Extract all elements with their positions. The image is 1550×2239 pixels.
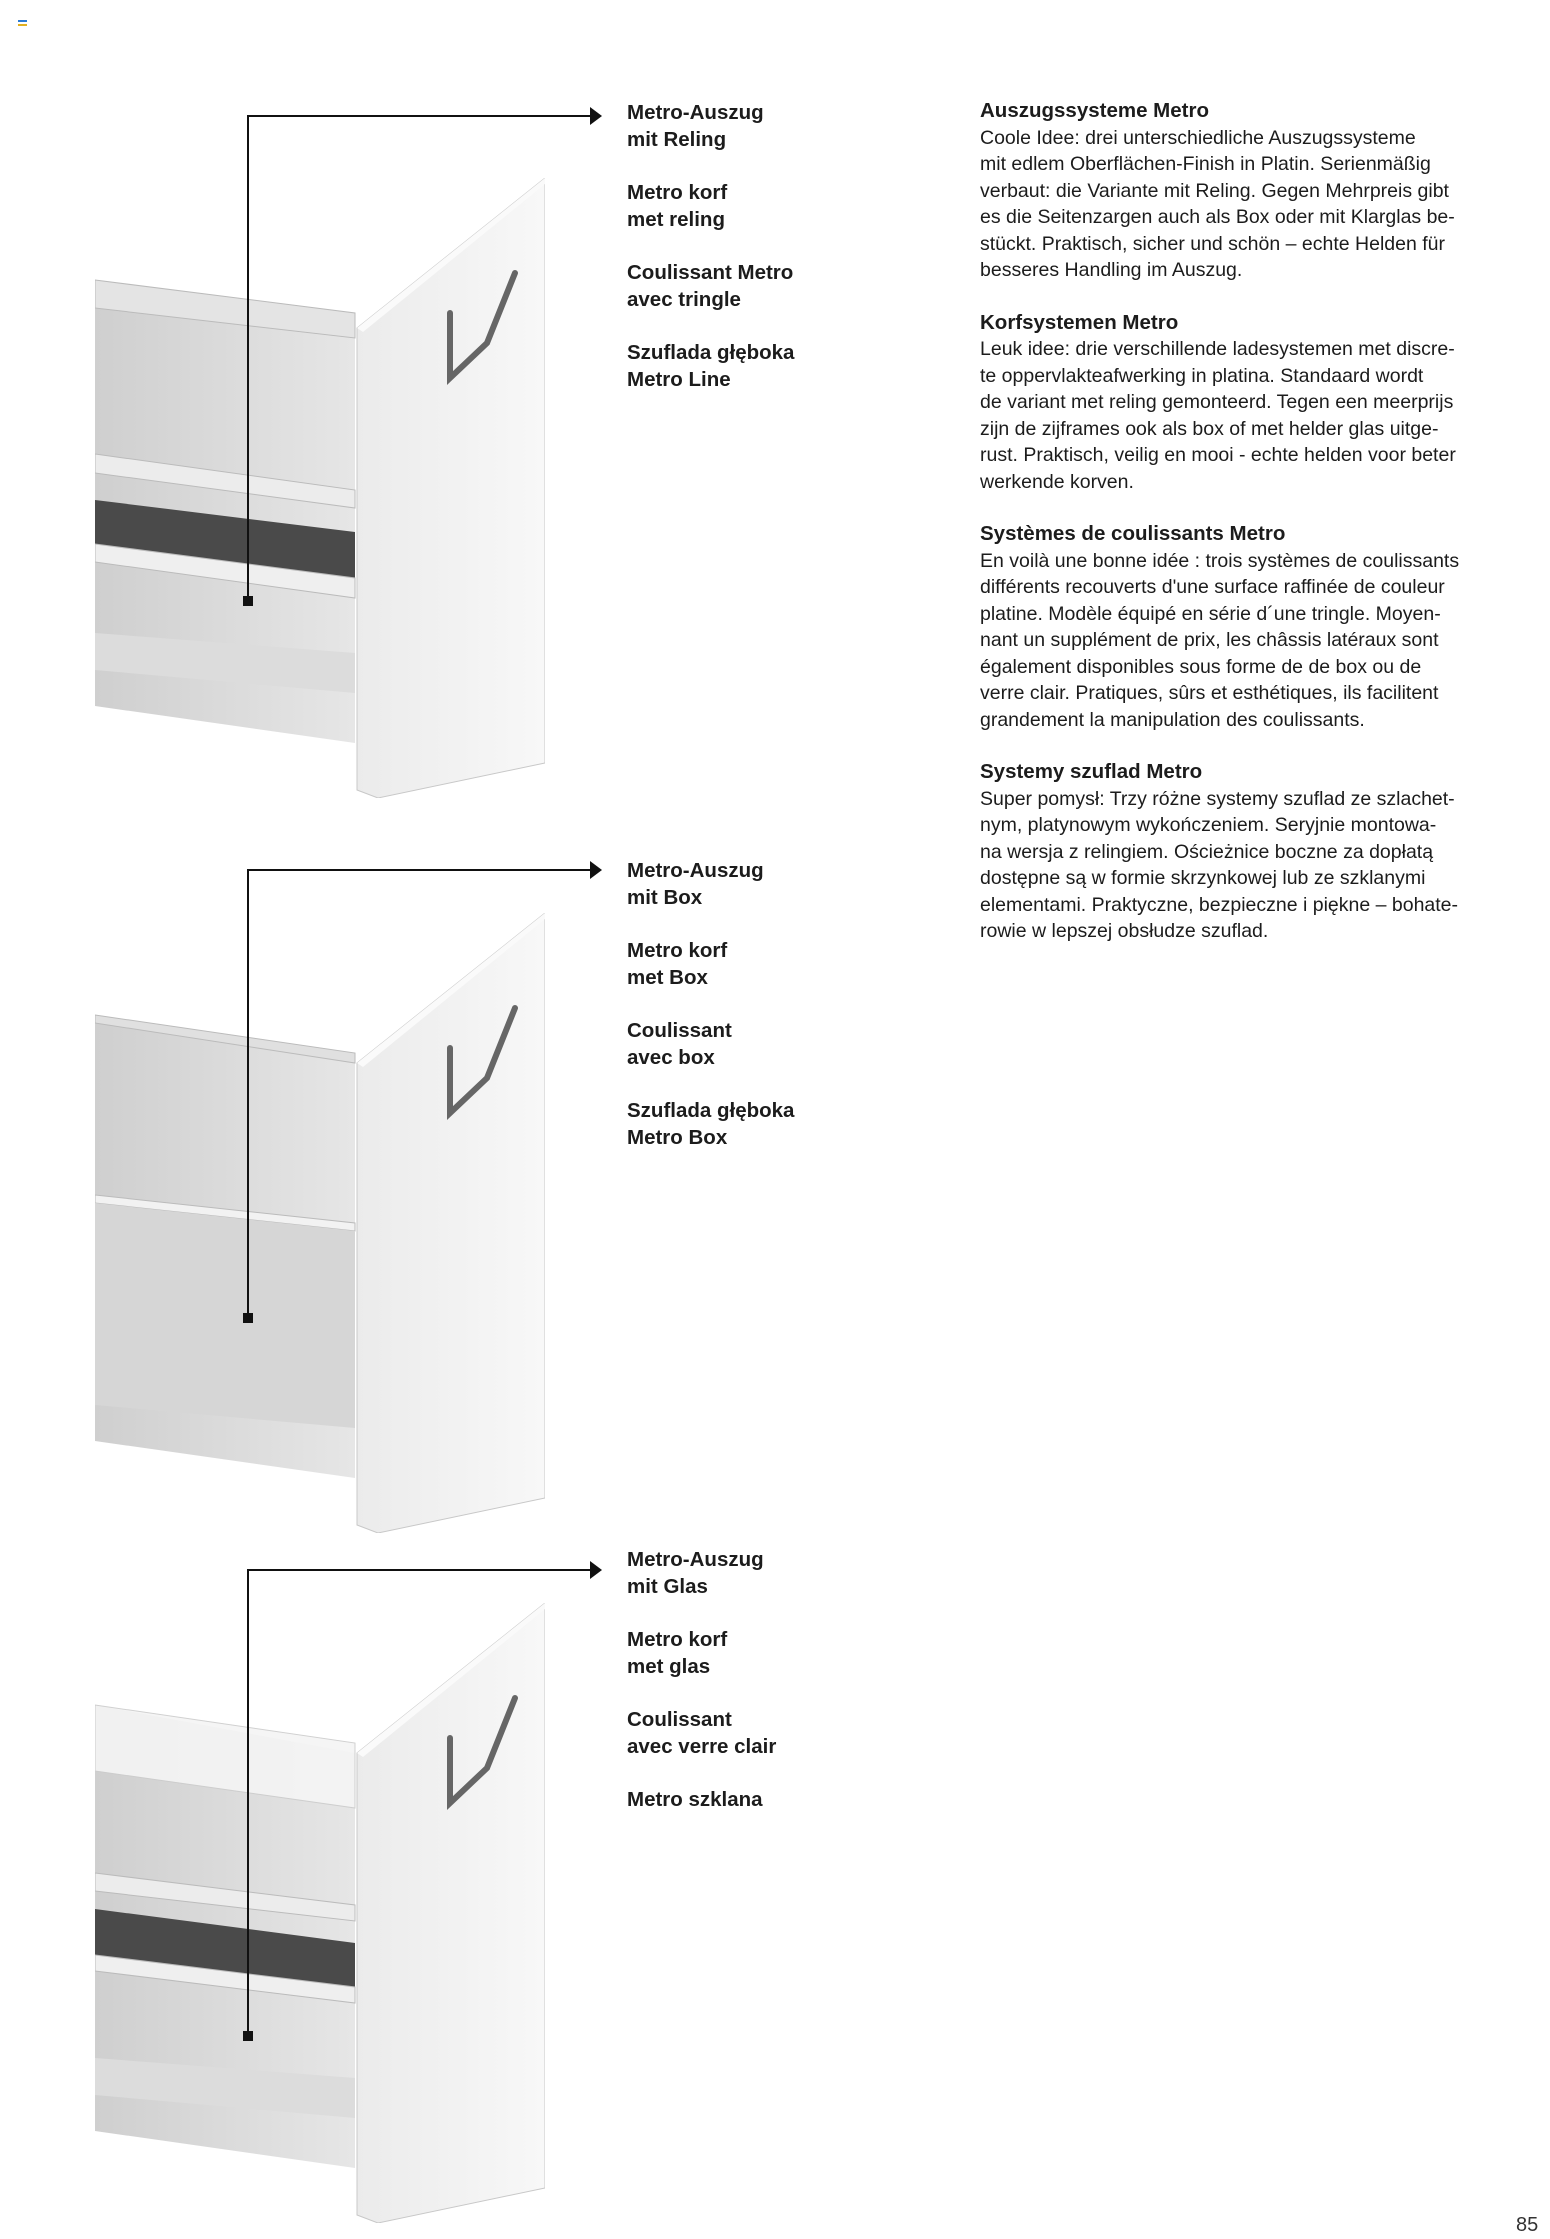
drawer-image-glas bbox=[95, 1603, 545, 2223]
labels-reling bbox=[627, 99, 927, 419]
label-fr: Coulissant avec verre clair bbox=[627, 1708, 777, 1758]
section-de bbox=[980, 98, 1500, 284]
section-pl bbox=[980, 759, 1500, 945]
description-column bbox=[980, 98, 1500, 971]
section-title: Systèmes de coulissants Metro bbox=[980, 522, 1286, 545]
section-body: Coole Idee: drei unterschiedliche Auszugssysteme mit edlem Oberflächen-Finish in Platin. Serienmäßig verbaut: die Variante mit Reling. Gegen Mehrpreis gibt es die Seitenzargen auch als Box oder mit Klarglas be- stückt. Praktisch, sicher und schön – echte Helden für besseres Handling im Auszug. bbox=[980, 126, 1455, 281]
label-nl: Metro korf met reling bbox=[627, 181, 728, 231]
page-number: 85 bbox=[1516, 2214, 1539, 2236]
label-pl: Szuflada głęboka Metro Box bbox=[627, 1099, 795, 1149]
label-nl: Metro korf met glas bbox=[627, 1628, 728, 1678]
section-body: Leuk idee: drie verschillende ladesystemen met discre- te oppervlakteafwerking in platina. Standaard wordt de variant met reling gemonteerd. Tegen een meerprijs zijn de zijframes ook als box of met helder glas uitge- rust. Praktisch, veilig en mooi - echte helden voor beter werkende korven. bbox=[980, 338, 1456, 493]
menu-icon[interactable] bbox=[18, 20, 27, 28]
section-title: Systemy szuflad Metro bbox=[980, 760, 1203, 783]
label-pl: Metro szklana bbox=[627, 1788, 763, 1811]
label-de: Metro-Auszug mit Box bbox=[627, 859, 764, 909]
drawer-image-box bbox=[95, 913, 545, 1533]
label-de: Metro-Auszug mit Reling bbox=[627, 101, 764, 151]
label-de: Metro-Auszug mit Glas bbox=[627, 1548, 764, 1598]
section-fr bbox=[980, 521, 1500, 733]
label-nl: Metro korf met Box bbox=[627, 939, 728, 989]
section-body: Super pomysł: Trzy różne systemy szuflad ze szlachet- nym, platynowym wykończeniem. Seryjnie montowa- na wersja z relingiem. Ościeżnice boczne za dopłatą dostępne są w formie skrzynkowej lub ze szklanymi elementami. Praktyczne, bezpieczne i piękne – bohate- rowie w lepszej obsłudze szuflad. bbox=[980, 787, 1459, 942]
labels-glas bbox=[627, 1546, 927, 1839]
label-pl: Szuflada głęboka Metro Line bbox=[627, 341, 795, 391]
labels-box bbox=[627, 857, 927, 1177]
label-fr: Coulissant Metro avec tringle bbox=[627, 261, 794, 311]
section-body: En voilà une bonne idée : trois systèmes de coulissants différents recouverts d'une surface raffinée de couleur platine. Modèle équipé en série d´une tringle. Moyen- nant un supplément de prix, les châssis latéraux sont également disponibles sous forme de de box ou de verre clair. Pratiques, sûrs et esthétiques, ils facilitent grandement la manipulation des coulissants. bbox=[980, 549, 1460, 731]
section-title: Auszugssysteme Metro bbox=[980, 99, 1209, 122]
label-fr: Coulissant avec box bbox=[627, 1019, 732, 1069]
section-title: Korfsystemen Metro bbox=[980, 310, 1179, 334]
section-nl bbox=[980, 310, 1500, 496]
drawer-image-reling bbox=[95, 178, 545, 798]
